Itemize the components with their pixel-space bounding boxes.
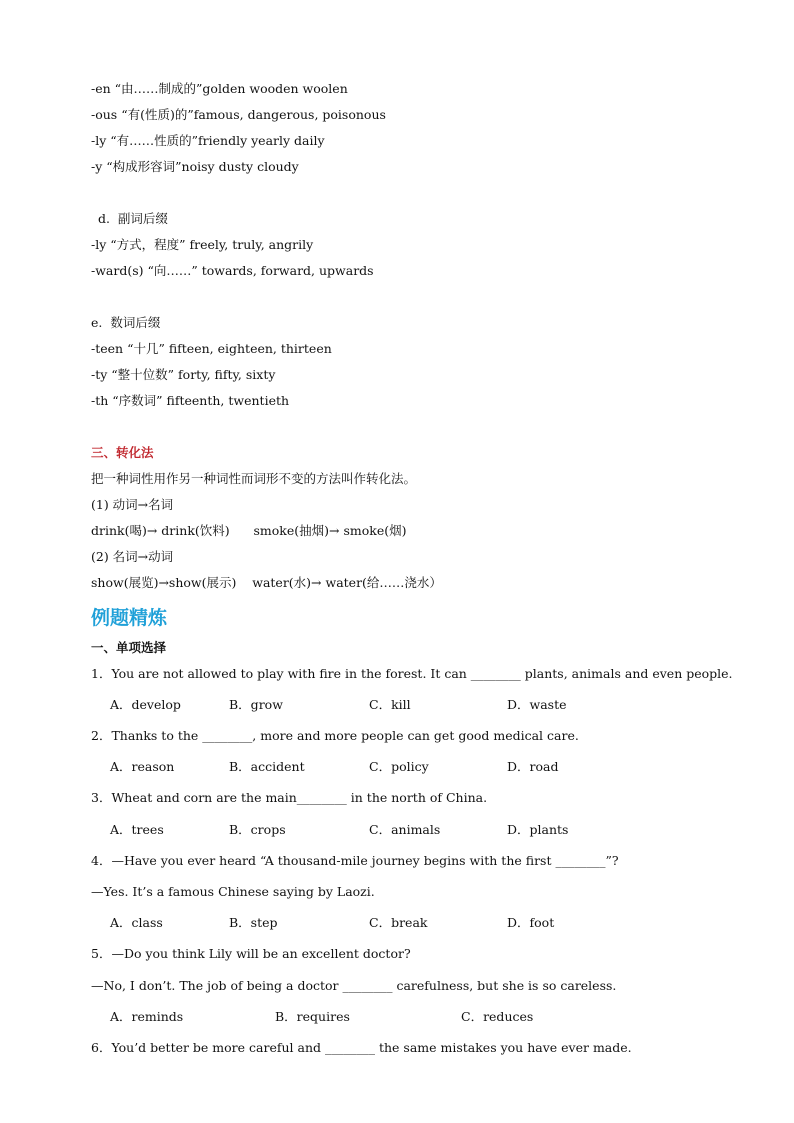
suffix-line: -ty “整十位数” forty, fifty, sixty bbox=[91, 367, 276, 382]
conversion-example: show(展览)→show(展示) water(水)→ water(给……浇水） bbox=[91, 575, 442, 590]
question-5: 5．—Do you think Lily will be an excellent doctor? bbox=[91, 946, 411, 961]
option-a: A．class bbox=[110, 915, 163, 930]
option-c: C．kill bbox=[369, 697, 411, 712]
option-d: D．plants bbox=[507, 822, 569, 837]
option-d: D．foot bbox=[507, 915, 555, 930]
suffix-line: -ly “有……性质的”friendly yearly daily bbox=[91, 133, 325, 148]
option-c: C．reduces bbox=[461, 1009, 534, 1024]
option-c: C．animals bbox=[369, 822, 441, 837]
part-heading: 一、单项选择 bbox=[91, 640, 167, 655]
option-d: D．waste bbox=[507, 697, 567, 712]
option-a: A．develop bbox=[110, 697, 181, 712]
conversion-subheading: (1) 动词→名词 bbox=[91, 497, 174, 512]
option-d: D．road bbox=[507, 759, 559, 774]
option-a: A．reminds bbox=[110, 1009, 184, 1024]
question-5-reply: —No, I don’t. The job of being a doctor ________ carefulness, but she is so careless. bbox=[91, 978, 617, 993]
suffix-line: -teen “十几” fifteen, eighteen, thirteen bbox=[91, 341, 332, 356]
suffix-line: -ward(s) “向……” towards, forward, upwards bbox=[91, 263, 374, 278]
examples-heading: 例题精炼 bbox=[91, 607, 168, 629]
adverb-suffix-heading: d. 副词后缀 bbox=[98, 211, 168, 226]
conversion-example: drink(喝)→ drink(饮料) smoke(抽烟)→ smoke(烟) bbox=[91, 523, 407, 538]
question-3: 3．Wheat and corn are the main________ in the north of China. bbox=[91, 790, 488, 805]
question-6: 6．You’d better be more careful and ________ the same mistakes you have ever made. bbox=[91, 1040, 632, 1055]
section-number: 三、 bbox=[91, 445, 117, 460]
option-b: B．accident bbox=[229, 759, 305, 774]
option-b: B．step bbox=[229, 915, 278, 930]
conversion-heading bbox=[91, 445, 154, 461]
section-title: 转化法 bbox=[116, 445, 154, 460]
suffix-line: -ly “方式，程度” freely, truly, angrily bbox=[91, 237, 314, 252]
question-4: 4．—Have you ever heard “A thousand-mile journey begins with the first ________”? bbox=[91, 853, 619, 868]
conversion-subheading: (2) 名词→动词 bbox=[91, 549, 174, 564]
option-c: C．break bbox=[369, 915, 428, 930]
option-b: B．requires bbox=[275, 1009, 350, 1024]
conversion-definition: 把一种词性用作另一种词性而词形不变的方法叫作转化法。 bbox=[91, 471, 417, 486]
question-4-reply: —Yes. It’s a famous Chinese saying by Laozi. bbox=[91, 884, 375, 899]
option-a: A．reason bbox=[110, 759, 175, 774]
option-b: B．crops bbox=[229, 822, 286, 837]
suffix-line: -y “构成形容词”noisy dusty cloudy bbox=[91, 159, 299, 174]
numeral-suffix-heading: e. 数词后缀 bbox=[91, 315, 161, 330]
suffix-line: -ous “有(性质)的”famous, dangerous, poisonous bbox=[91, 107, 386, 122]
suffix-line: -th “序数词” fifteenth, twentieth bbox=[91, 393, 290, 408]
option-c: C．policy bbox=[369, 759, 429, 774]
suffix-line: -en “由……制成的”golden wooden woolen bbox=[91, 81, 348, 96]
question-2: 2．Thanks to the ________, more and more people can get good medical care. bbox=[91, 728, 579, 743]
question-1: 1．You are not allowed to play with fire in the forest. It can ________ plants, animals and even people. bbox=[91, 666, 733, 681]
option-b: B．grow bbox=[229, 697, 283, 712]
option-a: A．trees bbox=[110, 822, 164, 837]
